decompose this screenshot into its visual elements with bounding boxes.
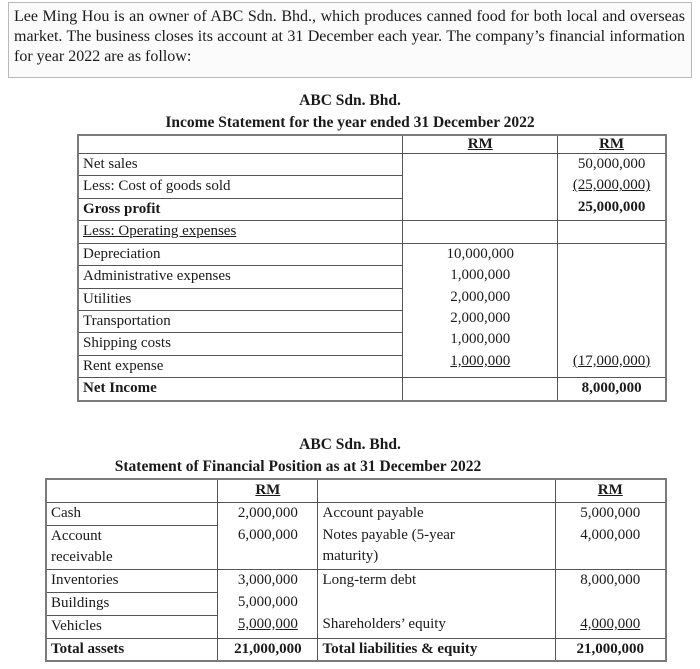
ap-label: Account payable: [322, 504, 424, 521]
cogs-label: Less: Cost of goods sold: [79, 175, 402, 197]
assets-labels-bottom: [46, 570, 218, 638]
expense-label-rent: Rent expense: [79, 355, 402, 377]
cogs-value: (25,000,000): [572, 177, 651, 194]
notes-label-line-1: Notes payable (5-year: [322, 526, 455, 543]
ap-value: 5,000,000: [580, 504, 641, 521]
inventories-value: 3,000,000: [237, 572, 298, 589]
total-expenses-value: (17,000,000): [572, 352, 651, 369]
assets-values-bottom: [218, 570, 318, 638]
ar-label-line-1: Account: [47, 525, 217, 548]
expense-label-utilities: Utilities: [79, 288, 402, 310]
currency-header-right: RM: [558, 135, 666, 154]
expense-value-shipping: 1,000,000: [450, 331, 511, 348]
total-liabilities-equity-label: Total liabilities & equity: [318, 638, 555, 661]
blank-cell: [403, 154, 558, 221]
vehicles-value: 5,000,000: [237, 615, 298, 632]
currency-header-left: RM: [403, 135, 558, 154]
income-values-top: [558, 154, 666, 221]
expense-label-depreciation: Depreciation: [83, 245, 161, 262]
balance-company-title: ABC Sdn. Bhd.: [299, 436, 401, 453]
expense-labels: [78, 243, 403, 377]
notes-value: 4,000,000: [580, 526, 641, 543]
table-row: [46, 502, 666, 569]
ltd-label: Long-term debt: [322, 572, 417, 589]
income-company-title: ABC Sdn. Bhd.: [299, 92, 401, 109]
table-row: [78, 135, 666, 154]
equity-label: Shareholders’ equity: [322, 615, 446, 632]
expense-value-rent: 1,000,000: [450, 352, 511, 369]
expense-label-shipping: Shipping costs: [79, 332, 402, 354]
income-statement-table: [77, 134, 667, 402]
header-blank: [46, 479, 218, 502]
assets-currency-header: RM: [218, 479, 318, 502]
gross-profit-label: Gross profit: [79, 198, 402, 220]
liabilities-values-bottom: [555, 570, 666, 638]
income-labels-top: [78, 154, 403, 221]
gross-profit-value: 25,000,000: [577, 198, 646, 215]
inventories-label: Inventories: [51, 572, 119, 589]
liabilities-values-top: [555, 502, 666, 569]
table-row: [78, 243, 666, 377]
total-liabilities-equity-value: 21,000,000: [555, 638, 666, 661]
ltd-value: 8,000,000: [580, 572, 641, 589]
cash-label: Cash: [51, 504, 81, 521]
table-row: [78, 154, 666, 221]
total-expenses-cell: [558, 243, 666, 377]
opex-label: Less: Operating expenses: [78, 221, 403, 244]
buildings-label: Buildings: [47, 592, 217, 615]
table-row: [78, 221, 666, 244]
expense-value-utilities: 2,000,000: [450, 288, 511, 305]
assets-values-top: [218, 502, 318, 569]
vehicles-label: Vehicles: [47, 615, 217, 638]
net-sales-label: Net sales: [83, 156, 138, 172]
table-row: [46, 570, 666, 638]
expense-values: [403, 243, 558, 377]
expense-label-administrative: Administrative expenses: [79, 265, 402, 287]
table-row: [46, 479, 666, 502]
assets-labels-top: [46, 502, 218, 569]
table-row: [78, 378, 666, 401]
blank-cell: [403, 221, 558, 244]
intro-paragraph: Lee Ming Hou is an owner of ABC Sdn. Bhd., which produces canned food for both local and overseas market. The business closes its account at 31 December each year. The company’s financial information for year 2022 are as follow:: [8, 2, 692, 78]
notes-label-line-2: maturity): [322, 548, 379, 565]
header-blank: [78, 135, 403, 154]
liabilities-labels-bottom: [318, 570, 555, 638]
net-income-label: Net Income: [78, 378, 403, 401]
table-row: [46, 638, 666, 661]
header-blank: [318, 479, 555, 502]
balance-sheet-table: [45, 478, 667, 662]
liabilities-currency-header: RM: [555, 479, 666, 502]
expense-value-administrative: 1,000,000: [450, 267, 511, 284]
liabilities-labels-top: [318, 502, 555, 569]
blank-cell: [558, 221, 666, 244]
cash-value: 2,000,000: [237, 504, 298, 521]
net-income-value: 8,000,000: [558, 378, 666, 401]
equity-value: 4,000,000: [580, 615, 641, 632]
expense-label-transportation: Transportation: [79, 310, 402, 332]
expense-value-transportation: 2,000,000: [450, 310, 511, 327]
buildings-value: 5,000,000: [237, 593, 298, 610]
income-statement-title: Income Statement for the year ended 31 December 2022: [165, 114, 535, 131]
total-assets-label: Total assets: [46, 638, 218, 661]
expense-value-depreciation: 10,000,000: [446, 245, 514, 262]
blank-cell: [403, 378, 558, 401]
balance-statement-title: Statement of Financial Position as at 31 December 2022: [114, 458, 482, 475]
net-sales-value: 50,000,000: [577, 156, 646, 172]
ar-label-line-2: receivable: [51, 549, 113, 566]
total-assets-value: 21,000,000: [218, 638, 318, 661]
ar-value: 6,000,000: [237, 526, 298, 543]
